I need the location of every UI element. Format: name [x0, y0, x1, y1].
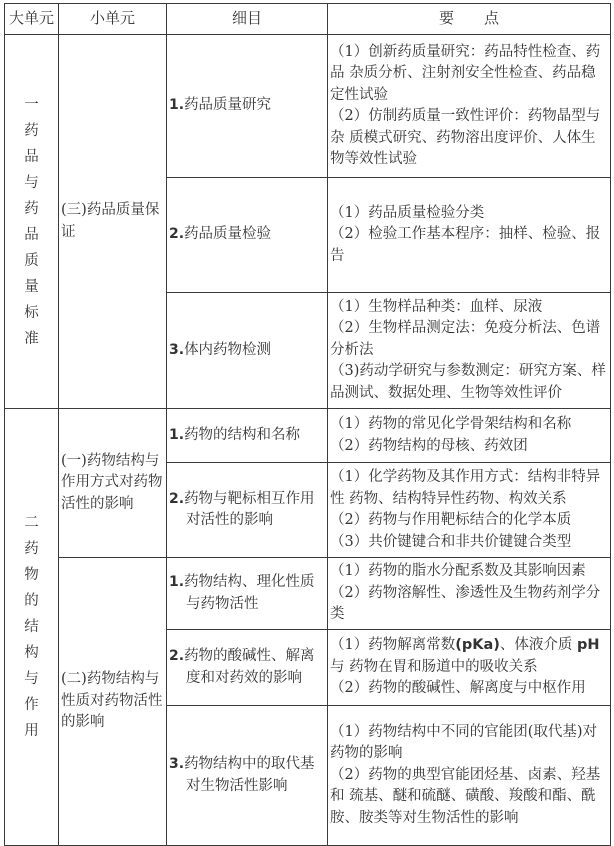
syllabus-table — [4, 3, 611, 846]
key-points: （1）药物结构中不同的官能团(取代基)对 药物的影响 （2）药物的典型官能团烃基、卤素、羟基和 巯基、醚和硫醚、磺酸、羧酸和酯、酰 胺、胺类等对生物活性的影响 — [328, 706, 611, 846]
key-points: （1）药物解离常数(pKa)、体液介质 pH与 药物在胃和肠道中的吸收关系 （2）药物的酸碱性、解离度与中枢作用 — [328, 630, 611, 706]
header-detail: 细目 — [167, 4, 328, 35]
small-unit: (三)药品质量保证 — [59, 35, 167, 409]
detail-item: 1.药物结构、理化性质与药物活性 — [167, 558, 328, 630]
detail-item: 3.体内药物检测 — [167, 293, 328, 409]
key-points: （1）生物样品种类：血样、尿液 （2）生物样品测定法：免疫分析法、色谱分析法 （3)药动学研究与参数测定：研究方案、样品测试、数据处理、生物等效性评价 — [328, 293, 611, 409]
detail-item: 1.药品质量研究 — [167, 35, 328, 178]
key-points: （1）药品质量检验分类 （2）检验工作基本程序：抽样、检验、报告 — [328, 178, 611, 293]
big-unit-1: 一 药 品 与 药 品 质 量 标 准 — [5, 35, 59, 409]
detail-item: 3.药物结构中的取代基 对生物活性影响 — [167, 706, 328, 846]
key-points: （1）化学药物及其作用方式：结构非特异性 药物、结构特异性药物、构效关系 （2）药物与作用靶标结合的化学本质 （3）共价键键合和非共价键键合类型 — [328, 463, 611, 558]
small-unit: (二)药物结构与性质对药物活性的影响 — [59, 558, 167, 846]
key-points: （1）药物的常见化学骨架结构和名称 （2）药物结构的母核、药效团 — [328, 409, 611, 463]
detail-item: 2.药物的酸碱性、解离度和对药效的影响 — [167, 630, 328, 706]
detail-item: 2.药品质量检验 — [167, 178, 328, 293]
key-points: （1）创新药质量研究：药品特性检查、药品 杂质分析、注射剂安全性检查、药品稳定性试验 （2）仿制药质量一致性评价：药物晶型与杂 质模式研究、药物溶出度评价、人体生物等效性试验 — [328, 35, 611, 178]
header-big-unit: 大单元 — [5, 4, 59, 35]
table-row — [5, 35, 611, 178]
small-unit: (一)药物结构与作用方式对药物活性的影响 — [59, 409, 167, 558]
pka-symbol: (pKa) — [455, 637, 500, 654]
table-row — [5, 409, 611, 463]
header-small-unit: 小单元 — [59, 4, 167, 35]
big-unit-2: 二 药 物 的 结 构 与 作 用 — [5, 409, 59, 846]
key-points: （1）药物的脂水分配系数及其影响因素 （2）药物溶解性、渗透性及生物药剂学分类 — [328, 558, 611, 630]
header-row — [5, 4, 611, 35]
detail-item: 2.药物与靶标相互作用 对活性的影响 — [167, 463, 328, 558]
ph-symbol: pH — [577, 637, 600, 654]
detail-item: 1.药物的结构和名称 — [167, 409, 328, 463]
header-points: 要 点 — [328, 4, 611, 35]
table-row — [5, 558, 611, 630]
